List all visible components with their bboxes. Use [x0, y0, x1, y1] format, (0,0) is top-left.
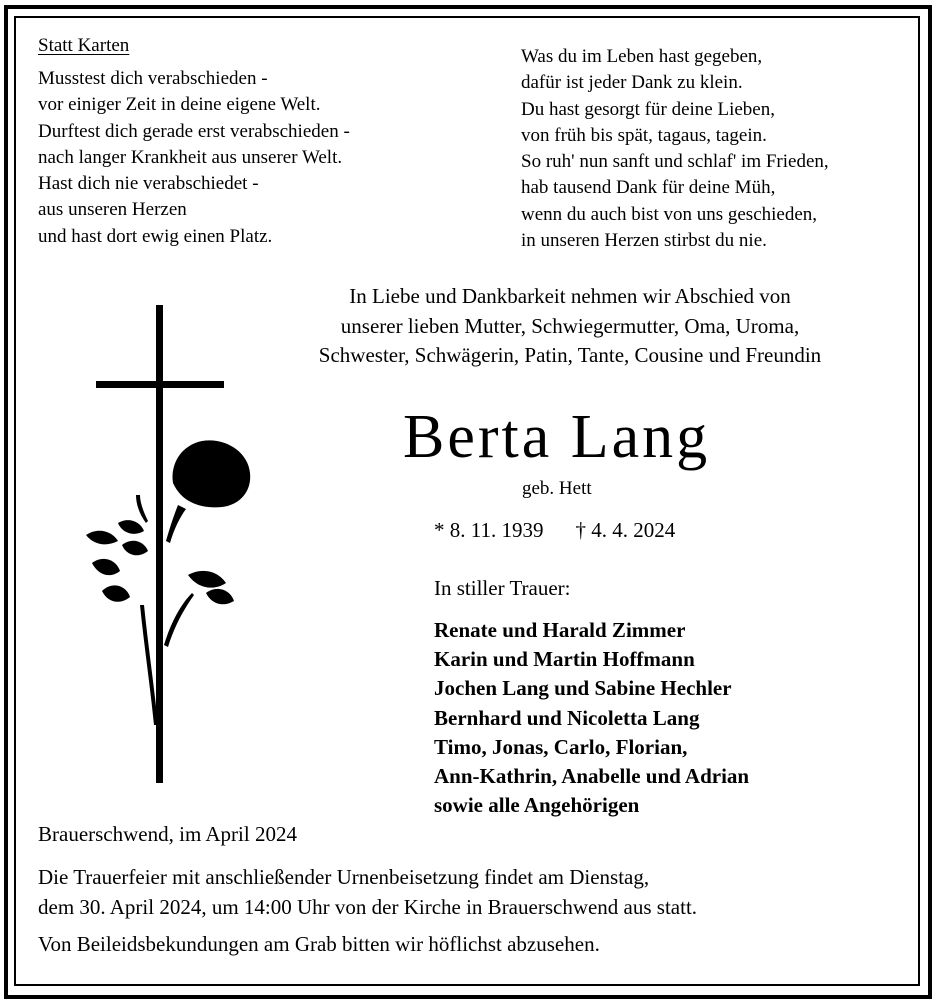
birth-name: geb. Hett: [522, 478, 592, 499]
family-line: sowie alle Angehörigen: [434, 793, 640, 818]
poem-left-line: nach langer Krankheit aus unserer Welt.: [38, 146, 343, 168]
farewell-intro: [240, 282, 900, 371]
place-date: Brauerschwend, im April 2024: [38, 822, 297, 846]
deceased-name: Berta Lang: [403, 403, 711, 471]
poem-left-line: Hast dich nie verabschiedet -: [38, 173, 259, 195]
death-date: † 4. 4. 2024: [575, 518, 676, 542]
statt-karten-heading: Statt Karten: [38, 35, 130, 56]
condolence-note: Von Beileidsbekundungen am Grab bitten wir höflichst abzusehen.: [38, 932, 600, 956]
poem-right-line: von früh bis spät, tagaus, tagein.: [521, 124, 767, 146]
family-list: [434, 616, 749, 820]
poem-left-line: vor einiger Zeit in deine eigene Welt.: [38, 94, 321, 116]
poem-right: [521, 44, 829, 254]
birth-date: * 8. 11. 1939: [434, 518, 544, 542]
poem-left: [38, 66, 350, 250]
intro-line: Schwester, Schwägerin, Patin, Tante, Cousine und Freundin: [318, 343, 822, 367]
poem-right-line: Du hast gesorgt für deine Lieben,: [521, 98, 775, 120]
intro-line: unserer lieben Mutter, Schwiegermutter, Oma, Uroma,: [340, 313, 800, 338]
poem-right-line: So ruh' nun sanft und schlaf' im Frieden,: [521, 151, 829, 173]
poem-left-line: und hast dort ewig einen Platz.: [38, 225, 273, 247]
intro-line: In Liebe und Dankbarkeit nehmen wir Abschied von: [349, 284, 791, 308]
ceremony-info: [38, 862, 697, 922]
poem-right-line: dafür ist jeder Dank zu klein.: [521, 72, 743, 94]
cross-with-rose-icon: [78, 305, 258, 785]
poem-left-line: aus unseren Herzen: [38, 199, 187, 221]
poem-right-line: wenn du auch bist von uns geschieden,: [521, 203, 818, 225]
poem-right-line: hab tausend Dank für deine Müh,: [521, 177, 776, 199]
family-line: Bernhard und Nicoletta Lang: [434, 705, 700, 730]
ceremony-line: Die Trauerfeier mit anschließender Urnenbeisetzung findet am Dienstag,: [38, 865, 650, 889]
family-line: Karin und Martin Hoffmann: [434, 647, 695, 672]
poem-left-line: Musstest dich verabschieden -: [38, 68, 268, 89]
family-line: Jochen Lang und Sabine Hechler: [434, 676, 732, 701]
poem-left-line: Durftest dich gerade erst verabschieden -: [38, 120, 350, 142]
family-line: Timo, Jonas, Carlo, Florian,: [434, 734, 688, 759]
poem-right-line: Was du im Leben hast gegeben,: [521, 46, 763, 67]
family-line: Ann-Kathrin, Anabelle und Adrian: [434, 764, 750, 789]
ceremony-line: dem 30. April 2024, um 14:00 Uhr von der Kirche in Brauerschwend aus statt.: [38, 895, 698, 919]
mourning-label: In stiller Trauer:: [434, 576, 571, 600]
family-line: Renate und Harald Zimmer: [434, 618, 686, 642]
poem-right-line: in unseren Herzen stirbst du nie.: [521, 230, 767, 252]
life-dates: [434, 518, 675, 543]
